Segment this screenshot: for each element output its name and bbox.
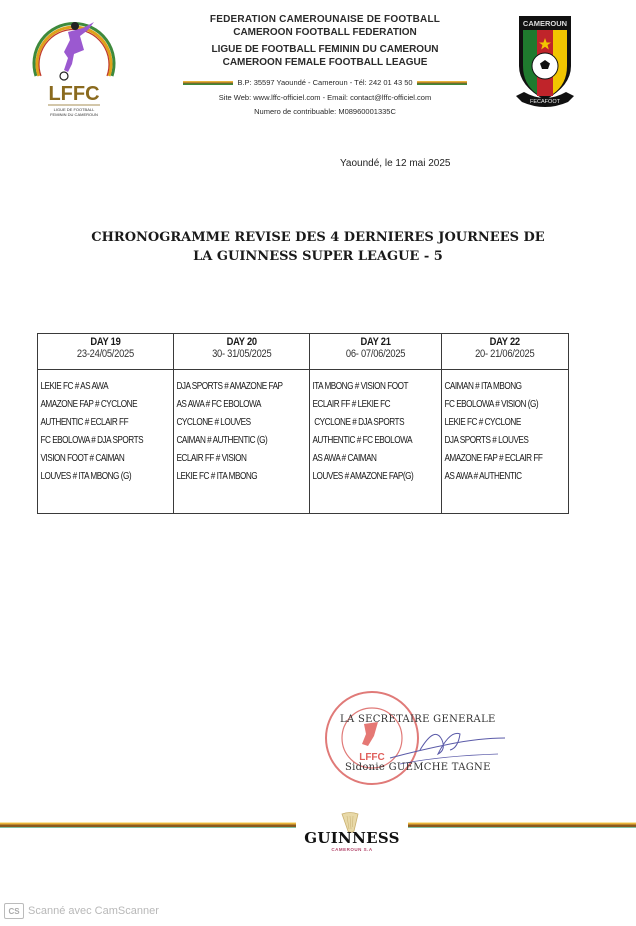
signatory-name: Sidonie GUEMCHE TAGNE [345,762,491,773]
schedule-matches-row [38,370,569,514]
match-fixture: VISION FOOT # CAIMAN [40,453,125,464]
scanner-watermark-text: Scanné avec CamScanner [28,905,159,917]
match-fixture: LOUVES # AMAZONE FAP(G) [312,471,414,482]
day-matches-cell [442,370,569,514]
federation-name-en: CAMEROON FOOTBALL FEDERATION [233,27,417,38]
web-email-line: Site Web: www.lffc-officiel.com - Email: contact@lffc-officiel.com [218,93,432,102]
address-text: B.P: 35597 Yaoundé - Cameroun - Tél: 242 01 43 50 [237,78,413,87]
day-dates: 30- 31/05/2025 [211,348,272,360]
day-matches-cell [38,370,174,514]
day-header [173,334,309,370]
sponsor-logo-text: GUINNESS [304,829,400,847]
match-fixture: CYCLONE # DJA SPORTS [312,417,405,428]
lffc-logo-text: LFFC [48,83,100,105]
day-dates: 06- 07/06/2025 [346,348,406,360]
match-fixture: AS AWA # FC EBOLOWA [176,399,261,410]
match-fixture: CAIMAN # AUTHENTIC (G) [176,435,268,446]
day-header [442,334,569,370]
day-label: DAY 21 [360,336,392,348]
document-title-line-2: LA GUINNESS SUPER LEAGUE - 5 [193,249,443,264]
scanner-watermark [4,903,159,919]
day-label: DAY 20 [226,336,257,348]
match-fixture: AUTHENTIC # FC EBOLOWA [312,435,413,446]
footer-stripe-left [0,822,296,828]
match-fixture: AS AWA # CAIMAN [312,453,377,464]
match-fixture: ITA MBONG # VISION FOOT [312,381,409,392]
signatory-title: LA SECRETAIRE GENERALE [340,714,496,725]
schedule-header-row [38,334,569,370]
league-name-fr: LIGUE DE FOOTBALL FEMININ DU CAMEROUN [211,44,439,55]
match-fixture: LEKIE FC # CYCLONE [444,417,522,428]
league-name-en: CAMEROON FEMALE FOOTBALL LEAGUE [222,57,428,68]
match-fixture: LOUVES # ITA MBONG (G) [40,471,132,482]
day-dates: 23-24/05/2025 [76,348,134,360]
stripe-decoration [417,81,467,85]
match-fixture: AUTHENTIC # ECLAIR FF [40,417,129,428]
svg-text:FEMININ DU CAMEROUN: FEMININ DU CAMEROUN [50,112,98,117]
stripe-decoration [183,81,233,85]
crest-top-text: CAMEROUN [522,19,568,28]
match-fixture: LEKIE FC # ITA MBONG [176,471,258,482]
day-header [310,334,442,370]
match-fixture: DJA SPORTS # AMAZONE FAP [176,381,283,392]
day-label: DAY 19 [90,336,121,348]
day-matches-cell [173,370,309,514]
match-fixture: CYCLONE # LOUVES [176,417,251,428]
match-fixture: AMAZONE FAP # ECLAIR FF [444,453,543,464]
match-fixture: LEKIE FC # AS AWA [40,381,109,392]
address-line [150,78,500,87]
match-fixture: ECLAIR FF # VISION [176,453,247,464]
federation-name-fr: FEDERATION CAMEROUNAISE DE FOOTBALL [209,14,441,25]
match-fixture: ECLAIR FF # LEKIE FC [312,399,391,410]
fecafoot-crest-logo [516,14,574,110]
camscanner-icon: CS [4,903,24,919]
document-date: Yaoundé, le 12 mai 2025 [340,158,451,169]
sponsor-subtitle: CAMEROUN S.A [331,847,373,852]
lffc-logo [28,10,120,122]
document-title-line-1: CHRONOGRAMME REVISE DES 4 DERNIERES JOURNEES DE [91,230,545,245]
match-fixture: CAIMAN # ITA MBONG [444,381,523,392]
footer-stripe-right [408,822,636,828]
svg-text:LIGUE DE FOOTBALL: LIGUE DE FOOTBALL [53,107,95,112]
match-fixture: FC EBOLOWA # DJA SPORTS [40,435,144,446]
crest-ribbon-text: FECAFOOT [530,99,560,105]
match-fixture: AMAZONE FAP # CYCLONE [40,399,138,410]
match-fixture: AS AWA # AUTHENTIC [444,471,523,482]
tax-number-line: Numero de contribuable: M08960001335C [254,107,396,116]
match-fixture: DJA SPORTS # LOUVES [444,435,529,446]
svg-text:LFFC: LFFC [359,752,385,763]
match-fixture: FC EBOLOWA # VISION (G) [444,399,539,410]
day-label: DAY 22 [490,336,521,348]
day-matches-cell [310,370,442,514]
day-header [38,334,174,370]
schedule-table [37,333,569,514]
day-dates: 20- 21/06/2025 [475,348,535,360]
